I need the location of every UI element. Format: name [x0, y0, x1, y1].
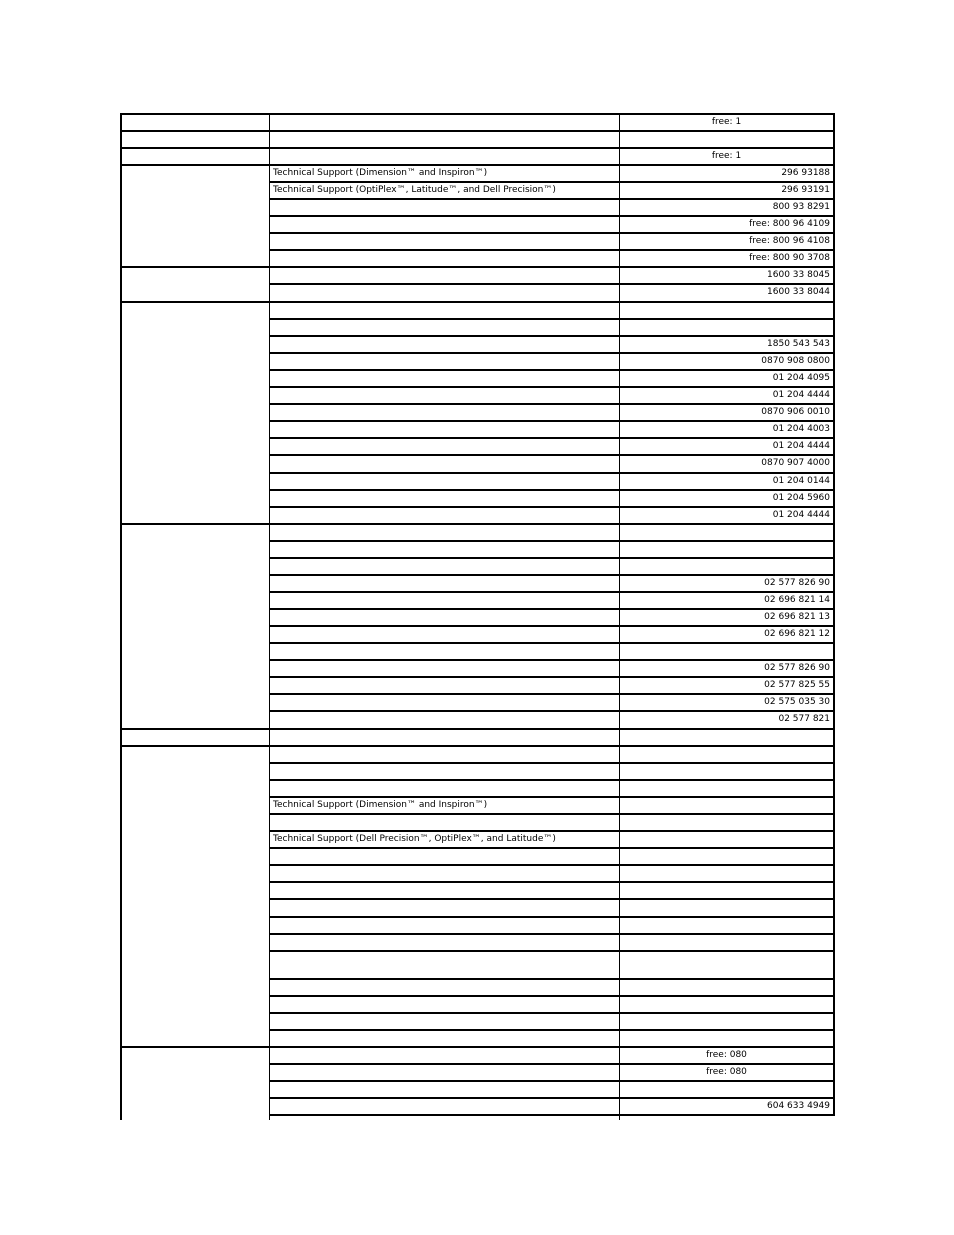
phone-number: 02 577 826 90 — [764, 663, 830, 673]
row-border — [269, 995, 835, 997]
phone-number: 01 204 4444 — [772, 441, 830, 451]
phone-number: 02 696 821 12 — [764, 629, 830, 639]
row-border — [269, 676, 835, 678]
row-border — [269, 898, 835, 900]
phone-number: free: 1 — [711, 151, 742, 161]
row-border — [269, 779, 835, 781]
row-border — [269, 283, 835, 285]
row-border — [269, 1080, 835, 1082]
row-border — [269, 437, 835, 439]
row-border — [269, 642, 835, 644]
phone-number: 1600 33 8044 — [767, 287, 830, 297]
service-label: Technical Support (OptiPlex™, Latitude™, and Dell Precision™) — [273, 185, 556, 195]
column-divider-2 — [619, 113, 620, 1120]
row-border — [269, 881, 835, 883]
service-label: Technical Support (Dimension™ and Inspiron™) — [273, 800, 488, 810]
row-border — [269, 318, 835, 320]
phone-number: free: 800 96 4109 — [749, 219, 830, 229]
row-border — [269, 420, 835, 422]
phone-number: free: 800 96 4108 — [749, 236, 830, 246]
row-border — [269, 454, 835, 456]
row-border — [269, 489, 835, 491]
phone-number: 0870 908 0800 — [761, 356, 830, 366]
phone-number: 604 633 4949 — [767, 1101, 830, 1111]
phone-number: 0870 907 4000 — [761, 458, 830, 468]
phone-number: 02 575 035 30 — [764, 697, 830, 707]
row-border — [269, 1029, 835, 1031]
row-border — [269, 916, 835, 918]
phone-number: 01 204 4444 — [772, 390, 830, 400]
phone-number: 0870 906 0010 — [761, 407, 830, 417]
row-border — [269, 608, 835, 610]
phone-number: 02 577 825 55 — [764, 680, 830, 690]
row-border — [269, 950, 835, 952]
phone-number: free: 800 90 3708 — [749, 253, 830, 263]
row-border — [269, 978, 835, 980]
row-border — [269, 591, 835, 593]
row-border — [120, 728, 835, 730]
row-border — [269, 1114, 835, 1116]
row-border — [269, 625, 835, 627]
row-border — [120, 130, 835, 132]
row-border — [269, 557, 835, 559]
row-border — [269, 864, 835, 866]
phone-number: free: 080 — [706, 1067, 747, 1077]
table-border-right — [833, 113, 835, 1116]
column-divider-1 — [269, 113, 270, 1120]
row-border — [269, 369, 835, 371]
row-border — [120, 523, 835, 525]
row-border — [269, 762, 835, 764]
row-border — [269, 574, 835, 576]
phone-number: 01 204 5960 — [772, 493, 830, 503]
service-label: Technical Support (Dell Precision™, OptiPlex™, and Latitude™) — [273, 834, 556, 844]
phone-number: 296 93191 — [781, 185, 830, 195]
row-border — [269, 847, 835, 849]
row-border — [269, 386, 835, 388]
phone-number: 296 93188 — [781, 168, 830, 178]
phone-number: 02 577 821 — [778, 714, 830, 724]
row-border — [269, 335, 835, 337]
phone-number: 1850 543 543 — [767, 339, 830, 349]
phone-number: 800 93 8291 — [772, 202, 830, 212]
phone-number: free: 1 — [711, 117, 742, 127]
row-border — [269, 540, 835, 542]
row-border — [269, 933, 835, 935]
phone-number: free: 080 — [706, 1050, 747, 1060]
phone-number: 02 696 821 14 — [764, 595, 830, 605]
phone-number: 1600 33 8045 — [767, 270, 830, 280]
row-border — [269, 198, 835, 200]
row-border — [269, 710, 835, 712]
row-border — [269, 693, 835, 695]
row-border — [120, 266, 835, 268]
phone-number: 02 696 821 13 — [764, 612, 830, 622]
row-border — [120, 301, 835, 303]
service-label: Technical Support (Dimension™ and Inspiron™) — [273, 168, 488, 178]
phone-number: 01 204 4095 — [772, 373, 830, 383]
row-border — [269, 403, 835, 405]
row-border — [269, 472, 835, 474]
row-border — [120, 745, 835, 747]
phone-number: 01 204 4444 — [772, 510, 830, 520]
row-border — [269, 1012, 835, 1014]
row-border — [269, 813, 835, 815]
row-border — [269, 506, 835, 508]
row-border — [269, 659, 835, 661]
row-border — [269, 1097, 835, 1099]
phone-number: 02 577 826 90 — [764, 578, 830, 588]
table-border-left — [120, 113, 122, 1120]
phone-number: 01 204 4003 — [772, 424, 830, 434]
phone-number: 01 204 0144 — [772, 476, 830, 486]
row-border — [269, 352, 835, 354]
